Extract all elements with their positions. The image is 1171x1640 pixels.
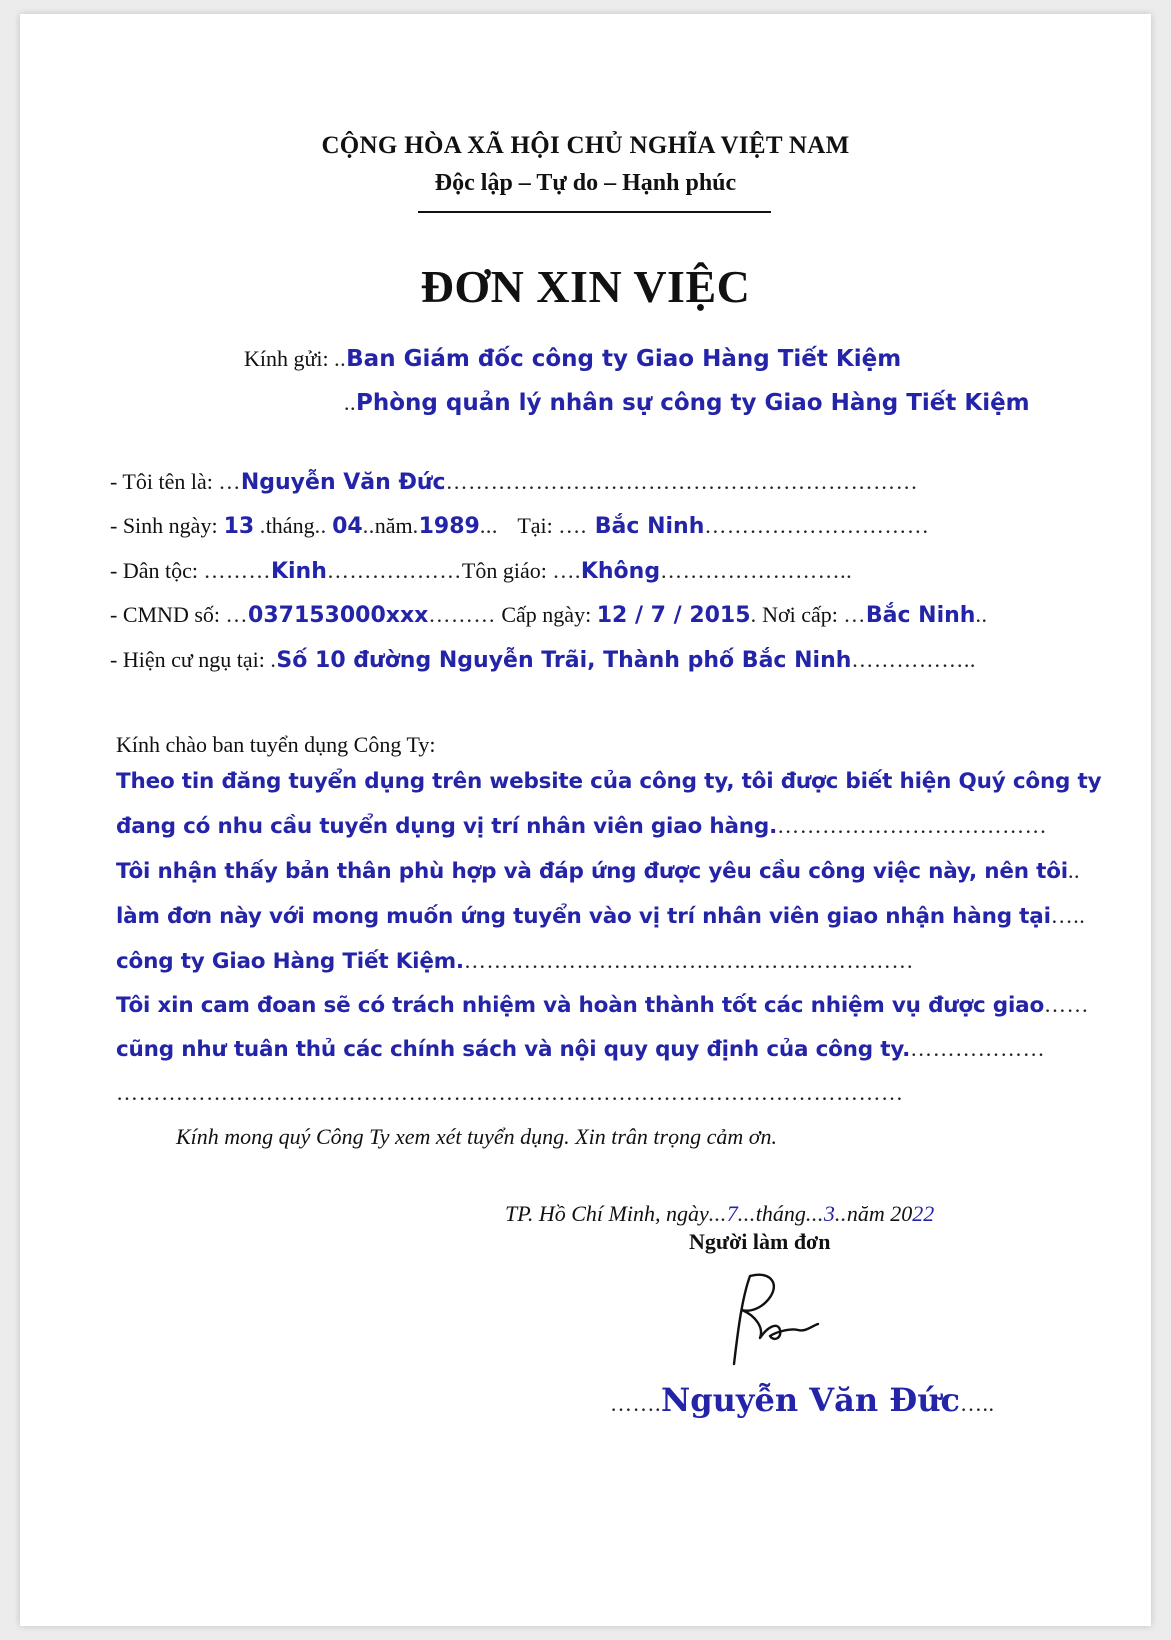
sign-year-label: năm 20 xyxy=(846,1201,913,1226)
signer-name: Nguyễn Văn Đức xyxy=(661,1381,960,1419)
sign-place-label: TP. Hồ Chí Minh, ngày xyxy=(505,1201,709,1226)
sign-date-row: TP. Hồ Chí Minh, ngày...7...tháng...3..năm 2022 xyxy=(505,1201,935,1226)
ethnic-value: Kinh xyxy=(270,559,327,584)
sign-month-label: tháng xyxy=(755,1201,806,1226)
motto-heading: Độc lập – Tự do – Hạnh phúc xyxy=(434,170,737,196)
issue-place-label: Nơi cấp: xyxy=(762,602,838,627)
closing-line: Kính mong quý Công Ty xem xét tuyển dụng. Xin trân trọng cảm ơn. xyxy=(176,1124,777,1149)
body-line-6: Tôi xin cam đoan sẽ có trách nhiệm và hoàn thành tốt các nhiệm vụ được giao…… xyxy=(116,992,1090,1018)
dob-label: - Sinh ngày: xyxy=(110,513,218,538)
body-line-3: Tôi nhận thấy bản thân phù hợp và đáp ứng được yêu cầu công việc này, nên tôi.. xyxy=(116,858,1080,884)
body-line-text: Tôi nhận thấy bản thân phù hợp và đáp ứng được yêu cầu công việc này, nên tôi xyxy=(116,859,1068,884)
sign-day: 7 xyxy=(726,1201,738,1226)
id-row: - CMND số: …037153000xxx……… Cấp ngày: 12 / 7 / 2015. Nơi cấp: …Bắc Ninh.. xyxy=(110,602,988,628)
body-line-text: Theo tin đăng tuyển dụng trên website của công ty, tôi được biết hiện Quý công ty xyxy=(116,769,1102,794)
sign-year: 22 xyxy=(912,1201,935,1226)
religion-value: Không xyxy=(580,559,661,584)
document-title: ĐƠN XIN VIỆC xyxy=(420,261,751,312)
sign-month: 3 xyxy=(823,1201,835,1226)
issue-date-label: Cấp ngày: xyxy=(501,602,592,627)
address-label: - Hiện cư ngụ tại: xyxy=(110,647,265,672)
body-line-text: cũng như tuân thủ các chính sách và nội quy quy định của công ty. xyxy=(116,1037,911,1062)
body-line-1 xyxy=(116,768,1101,794)
name-row: - Tôi tên là: …Nguyễn Văn Đức……………………………………………………… xyxy=(110,469,919,495)
body-line-2: đang có nhu cầu tuyển dụng vị trí nhân viên giao hàng.……………………………… xyxy=(116,813,1048,839)
issue-date-value: 12 / 7 / 2015 xyxy=(596,603,751,628)
id-value: 037153000xxx xyxy=(248,603,429,628)
address-row: - Hiện cư ngụ tại: .Số 10 đường Nguyễn Trãi, Thành phố Bắc Ninh…………….. xyxy=(110,647,976,673)
body-line-7: cũng như tuân thủ các chính sách và nội quy quy định của công ty.……………… xyxy=(116,1036,1046,1062)
body-line-text: làm đơn này với mong muốn ứng tuyển vào vị trí nhân viên giao nhận hàng tại xyxy=(116,904,1051,929)
recipient-line-1: Kính gửi: ..Ban Giám đốc công ty Giao Hàng Tiết Kiệm xyxy=(244,346,902,372)
place-value: Bắc Ninh xyxy=(594,514,705,539)
motto-underline xyxy=(418,211,771,213)
recipient-label: Kính gửi: xyxy=(244,346,329,371)
nation-heading: CỘNG HÒA XÃ HỘI CHỦ NGHĨA VIỆT NAM xyxy=(321,132,850,159)
name-value: Nguyễn Văn Đức xyxy=(240,470,446,495)
handwritten-signature xyxy=(720,1268,830,1372)
id-label: - CMND số: xyxy=(110,602,221,627)
body-line-4: làm đơn này với mong muốn ứng tuyển vào vị trí nhân viên giao nhận hàng tại….. xyxy=(116,903,1086,929)
dob-month: 04 xyxy=(332,514,363,539)
religion-label: Tôn giáo: xyxy=(461,558,547,583)
signer-label: Người làm đơn xyxy=(689,1229,831,1254)
ethnic-label: - Dân tộc: xyxy=(110,558,198,583)
place-label: Tại: xyxy=(517,513,553,538)
dob-day: 13 xyxy=(223,514,255,539)
year-label: năm xyxy=(374,513,413,538)
recipient-hr: Phòng quản lý nhân sự công ty Giao Hàng Tiết Kiệm xyxy=(356,390,1030,416)
body-line-blank: …………………………………………………………………………………………… xyxy=(116,1080,904,1105)
birth-row: - Sinh ngày: 13 .tháng.. 04..năm.1989... Tại: …. Bắc Ninh………………………… xyxy=(110,513,930,539)
recipient-board: Ban Giám đốc công ty Giao Hàng Tiết Kiệm xyxy=(346,346,902,372)
body-line-5: công ty Giao Hàng Tiết Kiệm.…………………………………………………… xyxy=(116,948,914,974)
body-line-text: Tôi xin cam đoan sẽ có trách nhiệm và hoàn thành tốt các nhiệm vụ được giao xyxy=(116,993,1045,1018)
dob-year: 1989 xyxy=(418,514,480,539)
body-line-text: công ty Giao Hàng Tiết Kiệm. xyxy=(116,949,464,974)
signer-name-row: …….Nguyễn Văn Đức….. xyxy=(610,1381,995,1419)
greeting: Kính chào ban tuyển dụng Công Ty: xyxy=(116,732,436,757)
recipient-line-2: ..Phòng quản lý nhân sự công ty Giao Hàng Tiết Kiệm xyxy=(344,390,1030,416)
address-value: Số 10 đường Nguyễn Trãi, Thành phố Bắc Ninh xyxy=(276,648,852,673)
body-line-text: đang có nhu cầu tuyển dụng vị trí nhân viên giao hàng. xyxy=(116,814,778,839)
month-label: tháng xyxy=(265,513,315,538)
issue-place-value: Bắc Ninh xyxy=(865,603,976,628)
name-label: - Tôi tên là: xyxy=(110,469,213,494)
ethnic-row: - Dân tộc: ………Kinh………………Tôn giáo: ….Không…………………….. xyxy=(110,558,853,584)
